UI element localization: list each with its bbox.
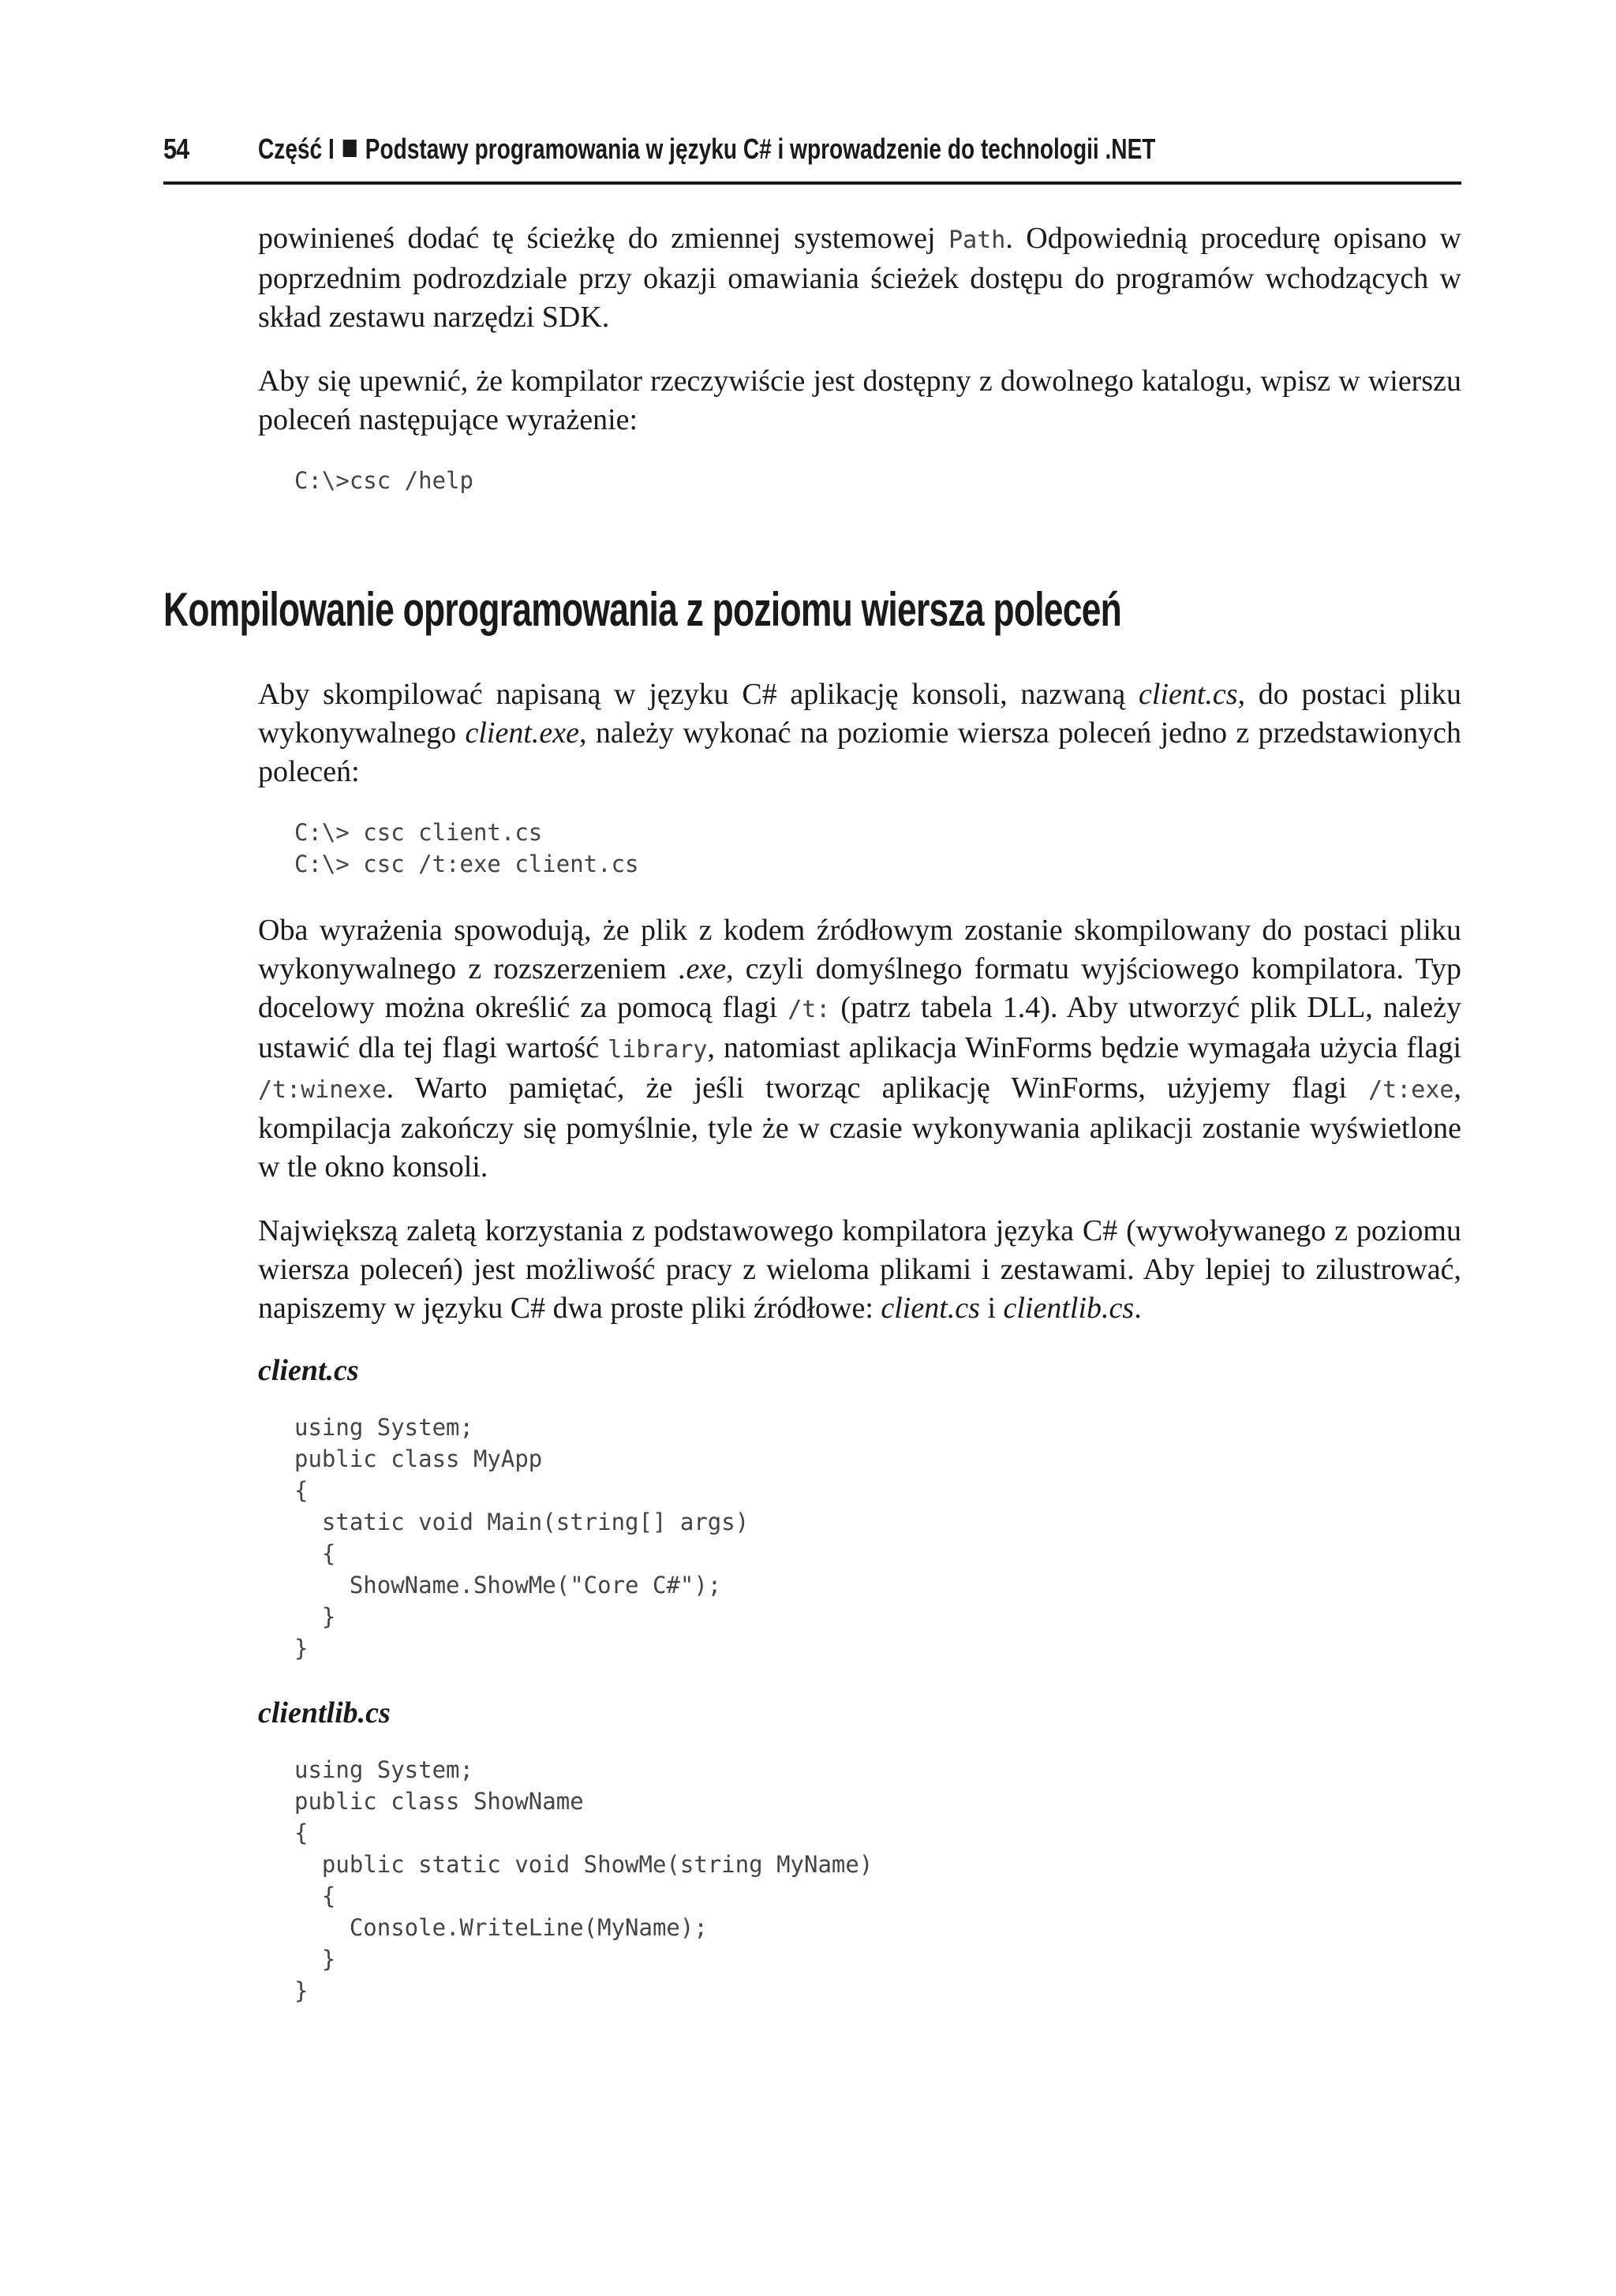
inline-code: Path: [948, 226, 1006, 254]
inline-code: /t:exe: [1368, 1076, 1454, 1104]
paragraph: Największą zaletą korzystania z podstawowego kompilatora języka C# (wywoływanego z poziomu wiersza poleceń) jest możliwość pracy z wieloma plikami i zestawami. Aby lepiej to zilustrować, napiszemy w języku C# dwa proste pliki źródłowe: client.cs i clientlib.cs.: [258, 1214, 1461, 1325]
paragraph: Oba wyrażenia spowodują, że plik z kodem źródłowym zostanie skompilowany do postaci pliku wykonywalnego z rozszerzeniem .exe, czyli domyślnego formatu wyjściowego kompilatora. Typ docelowy można określić za pomocą flagi /t: (patrz tabela 1.4). Aby utworzyć plik DLL, należy ustawić dla tej flagi wartość library, natomiast aplikacja WinForms będzie wymagała użycia flagi /t:winexe. Warto pamiętać, że jeśli tworząc aplikację WinForms, użyjemy flagi /t:exe, kompilacja zakończy się pomyślnie, tyle że w czasie wykonywania aplikacji zostanie wyświetlone w tle okno konsoli.: [258, 914, 1462, 1184]
file-heading-client: client.cs: [258, 1354, 359, 1387]
code-block: C:\>csc /help: [294, 467, 473, 494]
file-heading-clientlib: clientlib.cs: [258, 1696, 391, 1729]
inline-code: /t:: [787, 996, 831, 1023]
square-bullet-icon: [343, 140, 357, 157]
code-block-clientlib: using System; public class ShowName { public static void ShowMe(string MyName) { Console.WriteLine(MyName); } }: [294, 1756, 873, 2004]
paragraph: powinieneś dodać tę ścieżkę do zmiennej systemowej Path. Odpowiednią procedurę opisano w poprzednim podrozdziale przy okazji omawiania ścieżek dostępu do programów wchodzących w skład zestawu narzędzi SDK.: [258, 222, 1461, 334]
page-number: 54: [163, 133, 189, 165]
running-header: [163, 133, 1461, 185]
inline-code: library: [608, 1036, 708, 1064]
part-label: Część I: [258, 133, 335, 165]
inline-code: /t:winexe: [258, 1076, 387, 1104]
paragraph: Aby się upewnić, że kompilator rzeczywiście jest dostępny z dowolnego katalogu, wpisz w wierszu poleceń następujące wyrażenie:: [258, 365, 1461, 436]
section-body: [258, 675, 1461, 2038]
paragraph: Aby skompilować napisaną w języku C# aplikację konsoli, nazwaną client.cs, do postaci pliku wykonywalnego client.exe, należy wykonać na poziomie wiersza poleceń jedno z przedstawionych poleceń:: [258, 678, 1461, 788]
running-title: [258, 133, 1155, 166]
code-block-client: using System; public class MyApp { static void Main(string[] args) { ShowName.ShowMe("Core C#"); } }: [294, 1414, 750, 1662]
section-heading: Kompilowanie oprogramowania z poziomu wiersza poleceń: [163, 583, 1122, 636]
chapter-title: Podstawy programowania w języku C# i wprowadzenie do technologii .NET: [365, 133, 1156, 165]
code-block: C:\> csc client.cs C:\> csc /t:exe client.cs: [294, 819, 639, 877]
intro-block: [258, 219, 1461, 528]
